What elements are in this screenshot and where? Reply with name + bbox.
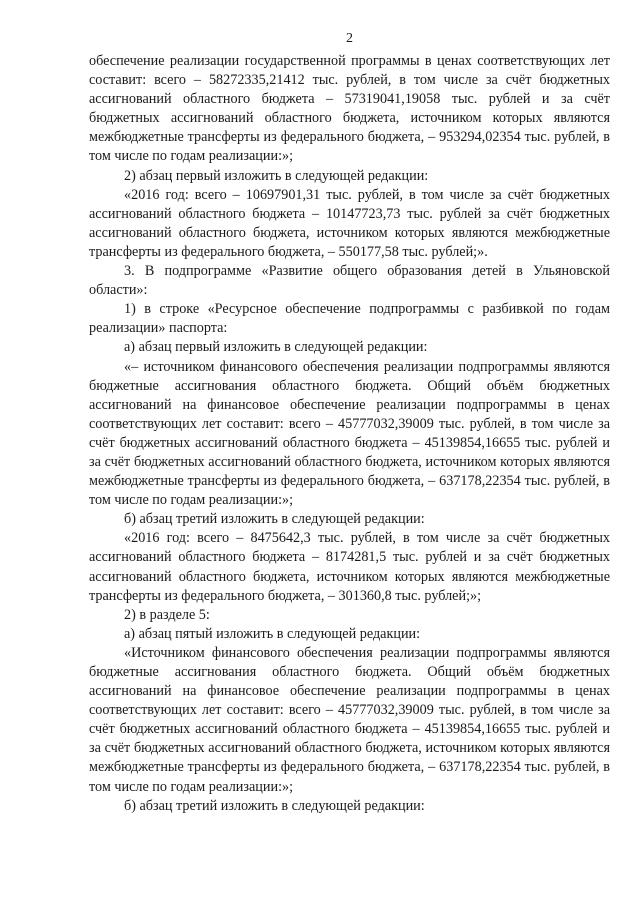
document-body — [89, 52, 610, 816]
page-number: 2 — [346, 31, 353, 46]
paragraph: а) абзац первый изложить в следующей редакции: — [124, 339, 428, 356]
paragraph: б) абзац третий изложить в следующей редакции: — [124, 511, 425, 528]
paragraph: 3. В подпрограмме «Развитие общего образования детей в Ульяновской области»: — [89, 263, 610, 299]
paragraph: «2016 год: всего – 8475642,3 тыс. рублей, в том числе за счёт бюджетных ассигнований областного бюджета – 8174281,5 тыс. рублей и за счёт бюджетных ассигнований областного бюджета, источником которых являются межбюджетные трансферты из федерального бюджета, – 301360,8 тыс. рублей;»; — [89, 530, 610, 604]
paragraph: 2) в разделе 5: — [124, 606, 210, 623]
paragraph: 1) в строке «Ресурсное обеспечение подпрограммы с разбивкой по годам реализации» паспорта: — [89, 301, 610, 337]
paragraph: «Источником финансового обеспечения реализации подпрограммы являются бюджетные ассигнования областного бюджета. Общий объём бюджетных ассигнований на финансовое обеспечение реализации подпрограммы в ценах соответствующих лет составит: всего – 45777032,39009 тыс. рублей, в том числе за счёт бюджетных ассигнований областного бюджета – 45139854,16655 тыс. рублей и за счёт бюджетных ассигнований областного бюджета, источником которых являются межбюджетные трансферты из федерального бюджета, – 637178,22354 тыс. рублей, в том числе по годам реализации:»; — [89, 644, 610, 795]
paragraph: «– источником финансового обеспечения реализации подпрограммы являются бюджетные ассигнования областного бюджета. Общий объём бюджетных ассигнований на финансовое обеспечение реализации подпрограммы в ценах соответствующих лет составит: всего – 45777032,39009 тыс. рублей, в том числе за счёт бюджетных ассигнований областного бюджета – 45139854,16655 тыс. рублей и за счёт бюджетных ассигнований областного бюджета, источником которых являются межбюджетные трансферты из федерального бюджета, – 637178,22354 тыс. рублей, в том числе по годам реализации:»; — [89, 358, 610, 509]
paragraph: б) абзац третий изложить в следующей редакции: — [124, 797, 425, 814]
paragraph: обеспечение реализации государственной программы в ценах соответствующих лет составит: всего – 58272335,21412 тыс. рублей, в том числе за счёт бюджетных ассигнований областного бюджета – 57319041,19058 тыс. рублей и за счёт бюджетных ассигнований областного бюджета, источником которых являются межбюджетные трансферты из федерального бюджета, – 953294,02354 тыс. рублей, в том числе по годам реализации:»; — [89, 53, 610, 165]
paragraph: 2) абзац первый изложить в следующей редакции: — [124, 167, 429, 184]
paragraph: «2016 год: всего – 10697901,31 тыс. рублей, в том числе за счёт бюджетных ассигнований областного бюджета – 10147723,73 тыс. рублей за счёт бюджетных ассигнований областного бюджета, источником которых являются межбюджетные трансферты из федерального бюджета, – 550177,58 тыс. рублей;». — [89, 186, 610, 260]
paragraph: а) абзац пятый изложить в следующей редакции: — [124, 625, 421, 642]
